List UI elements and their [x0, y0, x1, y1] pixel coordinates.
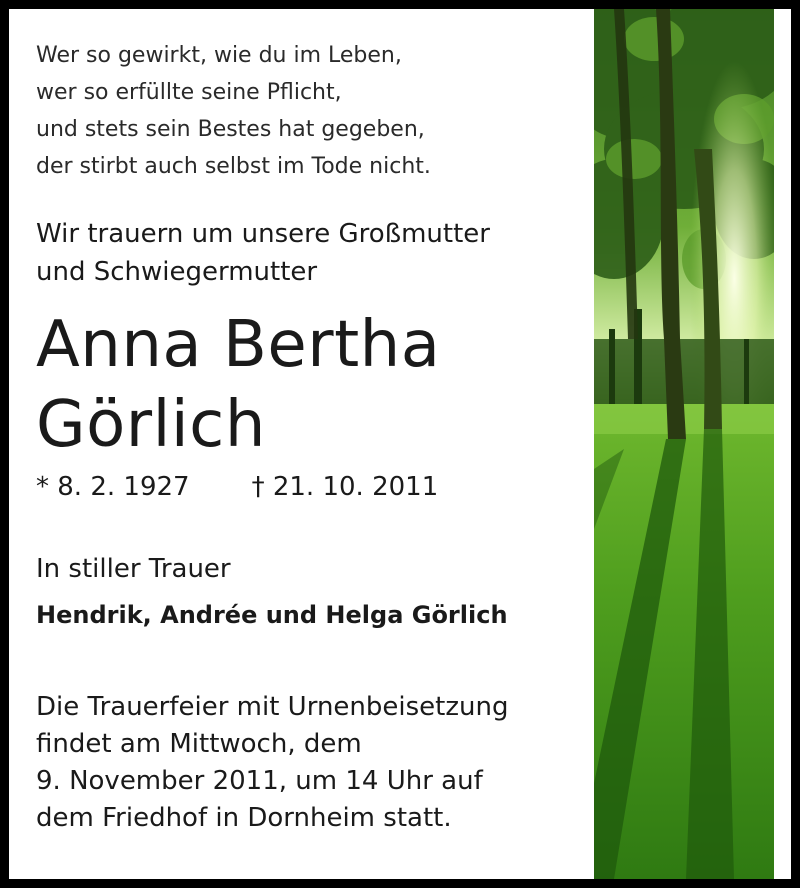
poem: [36, 37, 431, 185]
poem-line: und stets sein Bestes hat gegeben,: [36, 117, 425, 142]
deceased-name: [36, 305, 440, 465]
poem-line: der stirbt auch selbst im Tode nicht.: [36, 154, 431, 179]
poem-line: Wer so gewirkt, wie du im Leben,: [36, 43, 402, 68]
life-dates: [36, 469, 438, 505]
mourning-intro: [36, 215, 490, 291]
mourners-names: Hendrik, Andrée und Helga Görlich: [36, 601, 508, 629]
funeral-notice: [36, 689, 508, 837]
death-date: † 21. 10. 2011: [251, 472, 439, 502]
funeral-line: findet am Mittwoch, dem: [36, 729, 362, 759]
funeral-line: Die Trauerfeier mit Urnenbeisetzung: [36, 692, 509, 722]
tree-park-photo-icon: [594, 9, 774, 879]
funeral-line: dem Friedhof in Dornheim statt.: [36, 803, 452, 833]
poem-line: wer so erfüllte seine Pflicht,: [36, 80, 342, 105]
funeral-line: 9. November 2011, um 14 Uhr auf: [36, 766, 483, 796]
intro-line: und Schwiegermutter: [36, 257, 318, 287]
deceased-surname: Görlich: [36, 388, 266, 462]
obituary-card: [9, 9, 791, 879]
intro-line: Wir trauern um unsere Großmutter: [36, 219, 490, 249]
birth-date: * 8. 2. 1927: [36, 472, 190, 502]
deceased-first-names: Anna Bertha: [36, 308, 441, 382]
mourners-heading: In stiller Trauer: [36, 554, 231, 584]
